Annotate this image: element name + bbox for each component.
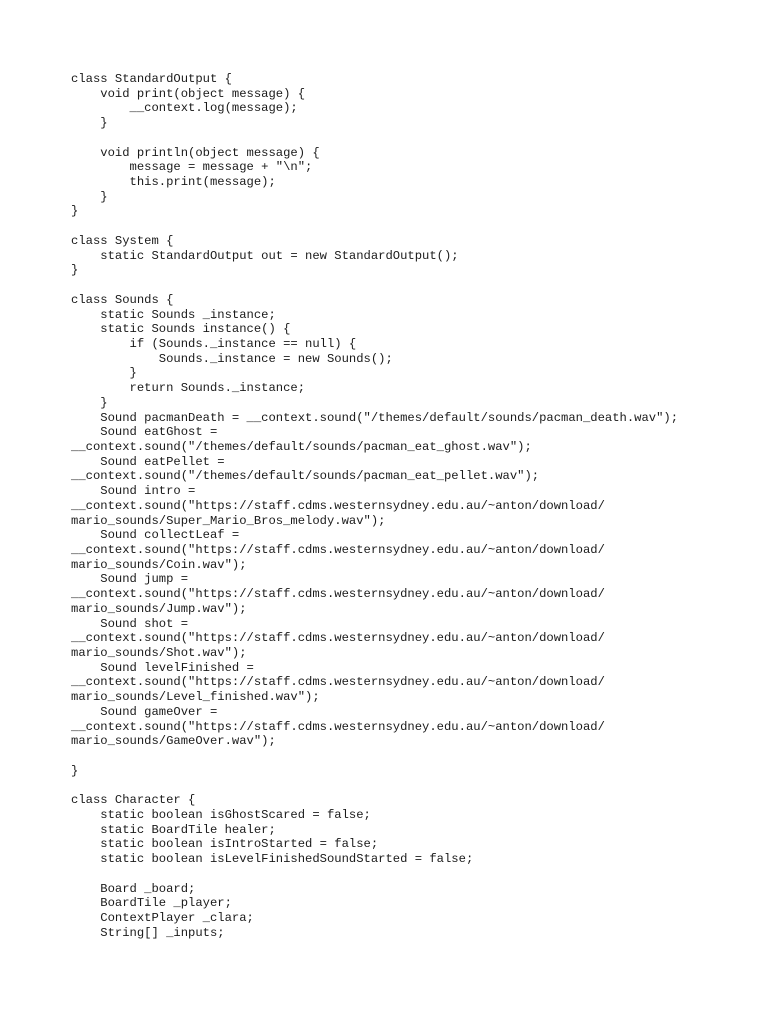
code-line: __context.sound("https://staff.cdms.westernsydney.edu.au/~anton/download/ [71, 719, 605, 734]
code-line: __context.log(message); [71, 101, 298, 116]
code-line: class System { [71, 233, 174, 248]
code-line: void println(object message) { [71, 145, 320, 160]
code-line: } [71, 263, 79, 278]
code-line: if (Sounds._instance == null) { [71, 336, 357, 351]
code-line: mario_sounds/GameOver.wav"); [71, 734, 276, 749]
code-line: __context.sound("https://staff.cdms.westernsydney.edu.au/~anton/download/ [71, 675, 605, 690]
code-line [71, 278, 751, 293]
code-line: mario_sounds/Shot.wav"); [71, 646, 247, 661]
code-line: static BoardTile healer; [71, 822, 276, 837]
code-line: class StandardOutput { [71, 72, 232, 86]
code-line [71, 867, 751, 882]
code-line: class Sounds { [71, 292, 174, 307]
code-line: Sound eatPellet = [71, 454, 225, 469]
code-line: Sound pacmanDeath = __context.sound("/themes/default/sounds/pacman_death.wav"); [71, 410, 679, 425]
code-line [71, 219, 751, 234]
code-line: static Sounds _instance; [71, 307, 276, 322]
code-line: mario_sounds/Coin.wav"); [71, 557, 247, 572]
code-line: Sound jump = [71, 572, 189, 587]
code-line: class Character { [71, 793, 196, 808]
code-line: __context.sound("/themes/default/sounds/pacman_eat_pellet.wav"); [71, 469, 540, 484]
code-line: Sound intro = [71, 484, 196, 499]
code-line: message = message + "\n"; [71, 160, 313, 175]
code-line: Sound eatGhost = [71, 425, 218, 440]
code-line: this.print(message); [71, 175, 276, 190]
code-line: } [71, 204, 79, 219]
code-line: __context.sound("https://staff.cdms.westernsydney.edu.au/~anton/download/ [71, 631, 605, 646]
code-line: mario_sounds/Jump.wav"); [71, 601, 247, 616]
code-listing [71, 72, 751, 940]
code-line: Sounds._instance = new Sounds(); [71, 351, 393, 366]
code-line: } [71, 366, 137, 381]
code-line: ContextPlayer _clara; [71, 910, 254, 925]
code-line: __context.sound("https://staff.cdms.westernsydney.edu.au/~anton/download/ [71, 498, 605, 513]
code-line [71, 779, 751, 794]
code-line: static Sounds instance() { [71, 322, 291, 337]
code-line: static boolean isGhostScared = false; [71, 807, 371, 822]
code-line: static boolean isLevelFinishedSoundStarted = false; [71, 852, 474, 867]
code-line: mario_sounds/Level_finished.wav"); [71, 690, 320, 705]
code-line: String[] _inputs; [71, 925, 225, 940]
code-line: Sound levelFinished = [71, 660, 254, 675]
code-line: } [71, 116, 108, 131]
code-line: } [71, 395, 108, 410]
code-line: Sound gameOver = [71, 704, 218, 719]
code-line: Board _board; [71, 881, 196, 896]
code-line: BoardTile _player; [71, 896, 232, 911]
code-line: __context.sound("https://staff.cdms.westernsydney.edu.au/~anton/download/ [71, 543, 605, 557]
code-line: Sound shot = [71, 616, 189, 631]
code-line: mario_sounds/Super_Mario_Bros_melody.wav"); [71, 513, 386, 528]
code-line [71, 131, 751, 146]
code-line: static StandardOutput out = new StandardOutput(); [71, 248, 459, 263]
code-line [71, 749, 751, 764]
code-line: static boolean isIntroStarted = false; [71, 837, 379, 852]
code-line: Sound collectLeaf = [71, 528, 240, 543]
code-line: } [71, 189, 108, 204]
code-line: __context.sound("https://staff.cdms.westernsydney.edu.au/~anton/download/ [71, 587, 605, 602]
code-line: void print(object message) { [71, 86, 306, 101]
code-line: } [71, 763, 79, 778]
code-line: return Sounds._instance; [71, 381, 306, 396]
code-line: __context.sound("/themes/default/sounds/pacman_eat_ghost.wav"); [71, 439, 532, 454]
